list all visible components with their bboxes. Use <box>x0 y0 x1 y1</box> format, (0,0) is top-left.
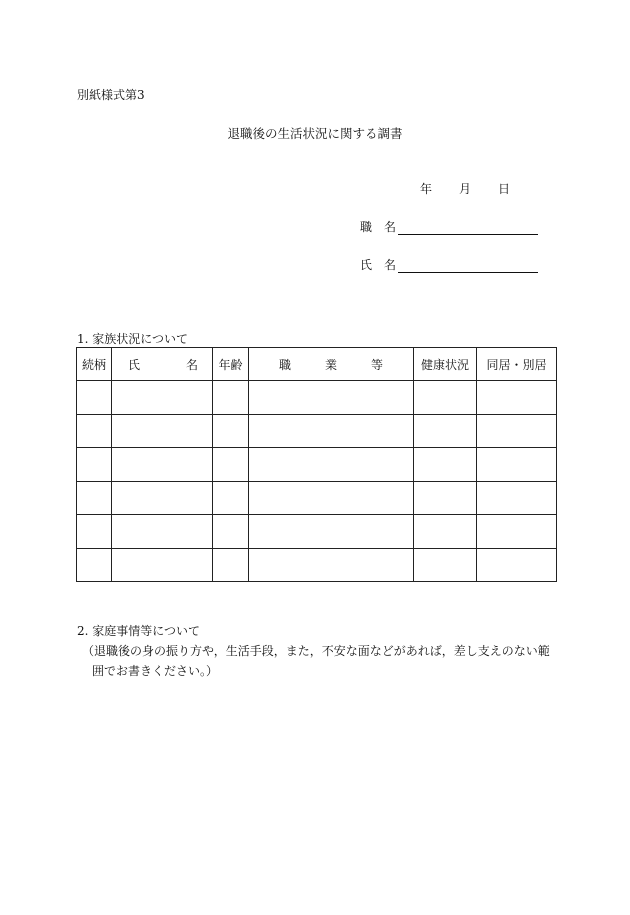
cell-health[interactable] <box>414 414 477 448</box>
cell-living[interactable] <box>477 448 557 482</box>
day-label: 日 <box>498 182 511 196</box>
cell-age[interactable] <box>213 548 249 582</box>
cell-living[interactable] <box>477 481 557 515</box>
post-field <box>360 218 398 235</box>
cell-age[interactable] <box>213 381 249 415</box>
table-row <box>77 515 557 549</box>
cell-name[interactable] <box>112 481 213 515</box>
cell-name[interactable] <box>112 515 213 549</box>
cell-relation[interactable] <box>77 381 112 415</box>
cell-relation[interactable] <box>77 448 112 482</box>
post-label: 職 名 <box>360 220 397 234</box>
header-occupation <box>249 348 414 381</box>
cell-age[interactable] <box>213 481 249 515</box>
cell-occupation[interactable] <box>249 548 414 582</box>
family-table <box>76 347 557 582</box>
cell-name[interactable] <box>112 414 213 448</box>
section2-note-line1: （退職後の身の振り方や，生活手段，また，不安な面などがあれば，差し支えのない範 <box>82 644 550 658</box>
cell-living[interactable] <box>477 548 557 582</box>
header-relation: 続柄 <box>77 348 112 381</box>
cell-relation[interactable] <box>77 414 112 448</box>
month-label: 月 <box>459 182 472 196</box>
header-health: 健康状況 <box>414 348 477 381</box>
header-job-3: 等 <box>370 357 383 372</box>
header-living: 同居・別居 <box>477 348 557 381</box>
header-name-right: 名 <box>185 357 198 372</box>
cell-living[interactable] <box>477 414 557 448</box>
cell-health[interactable] <box>414 481 477 515</box>
date-line <box>420 180 510 197</box>
cell-occupation[interactable] <box>249 515 414 549</box>
cell-relation[interactable] <box>77 481 112 515</box>
cell-age[interactable] <box>213 448 249 482</box>
name-field <box>360 256 398 273</box>
cell-living[interactable] <box>477 381 557 415</box>
header-job-2: 業 <box>324 357 337 372</box>
cell-name[interactable] <box>112 381 213 415</box>
cell-health[interactable] <box>414 381 477 415</box>
section2-heading: 2. 家庭事情等について <box>77 624 201 638</box>
header-job-1: 職 <box>279 357 292 372</box>
cell-health[interactable] <box>414 448 477 482</box>
section1-heading: 1. 家族状況について <box>77 332 189 346</box>
cell-occupation[interactable] <box>249 414 414 448</box>
table-row <box>77 548 557 582</box>
year-label: 年 <box>420 182 433 196</box>
cell-occupation[interactable] <box>249 381 414 415</box>
name-underline[interactable] <box>398 272 538 273</box>
cell-occupation[interactable] <box>249 481 414 515</box>
form-number: 別紙様式第3 <box>77 88 145 102</box>
cell-relation[interactable] <box>77 515 112 549</box>
header-name <box>112 348 213 381</box>
cell-age[interactable] <box>213 414 249 448</box>
header-name-left: 氏 <box>128 357 141 372</box>
cell-health[interactable] <box>414 515 477 549</box>
cell-age[interactable] <box>213 515 249 549</box>
table-row <box>77 481 557 515</box>
name-label: 氏 名 <box>360 258 397 272</box>
post-underline[interactable] <box>398 234 538 235</box>
document-title: 退職後の生活状況に関する調書 <box>227 126 403 141</box>
cell-name[interactable] <box>112 548 213 582</box>
cell-occupation[interactable] <box>249 448 414 482</box>
table-row <box>77 381 557 415</box>
cell-living[interactable] <box>477 515 557 549</box>
section2-note-line2: 囲でお書きください。） <box>92 664 219 678</box>
cell-relation[interactable] <box>77 548 112 582</box>
table-header-row <box>77 348 557 381</box>
table-row <box>77 448 557 482</box>
cell-name[interactable] <box>112 448 213 482</box>
cell-health[interactable] <box>414 548 477 582</box>
header-age: 年齢 <box>213 348 249 381</box>
table-row <box>77 414 557 448</box>
